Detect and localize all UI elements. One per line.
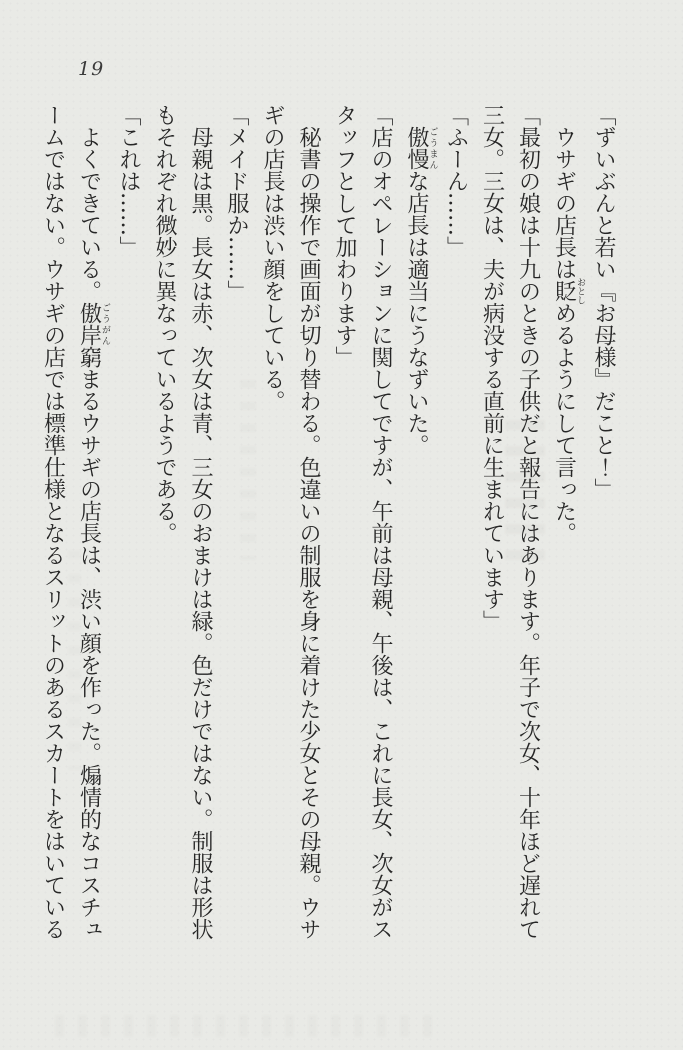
paragraph: よくできている。傲岸ごうがん窮まるウサギの店長は、渋い顔を作った。煽情的なコスチュームではない。ウサギの店では標準仕様となるスリットのあるスカートをはいている — [40, 104, 110, 940]
text-block — [35, 104, 622, 944]
furigana-annotated-word — [404, 126, 438, 170]
paragraph: 傲慢ごうまんな店長は適当にうなずいた。 — [404, 126, 438, 456]
paragraph: 「メイド服か……」 — [224, 104, 249, 302]
paragraph: 「ずいぶんと若い『お母様』だこと！」 — [591, 104, 616, 500]
ruby-text: ごうがん — [100, 302, 110, 346]
furigana-annotated-word — [76, 302, 110, 346]
paragraph: 「ふーん……」 — [443, 104, 469, 258]
paragraph: ウサギの店長は貶おとしめるようにして言った。 — [551, 126, 585, 544]
paragraph: 「店のオペレーションに関してですが、午前は母親、午後は、これに長女、次女がスタッフとして加わります」 — [332, 104, 393, 940]
bleed-artifact — [55, 1015, 435, 1037]
paragraph: 「最初の娘は十九のときの子供だと報告にはあります。年子で次女、十年ほど遅れて三女。三女は、夫が病没する直前に生まれています」 — [479, 104, 541, 940]
paragraph: 秘書の操作で画面が切り替わる。色違いの制服を身に着けた少女とその母親。ウサギの店長は渋い顔をしている。 — [260, 104, 321, 940]
paragraph: 母親は黒。長女は赤、次女は青、三女のおまけは緑。色だけではない。制服は形状もそれぞれ微妙に異なっているようである。 — [152, 104, 213, 940]
ruby-text: ごうまん — [427, 126, 438, 170]
ruby-text: おとし — [575, 277, 585, 305]
ruby-base: 貶 — [551, 277, 577, 305]
furigana-annotated-word — [551, 277, 585, 305]
ruby-base: 傲慢 — [404, 126, 429, 170]
paragraph: 「これは……」 — [116, 104, 141, 258]
page-number: 19 — [78, 58, 105, 80]
ruby-base: 傲岸 — [76, 302, 102, 346]
